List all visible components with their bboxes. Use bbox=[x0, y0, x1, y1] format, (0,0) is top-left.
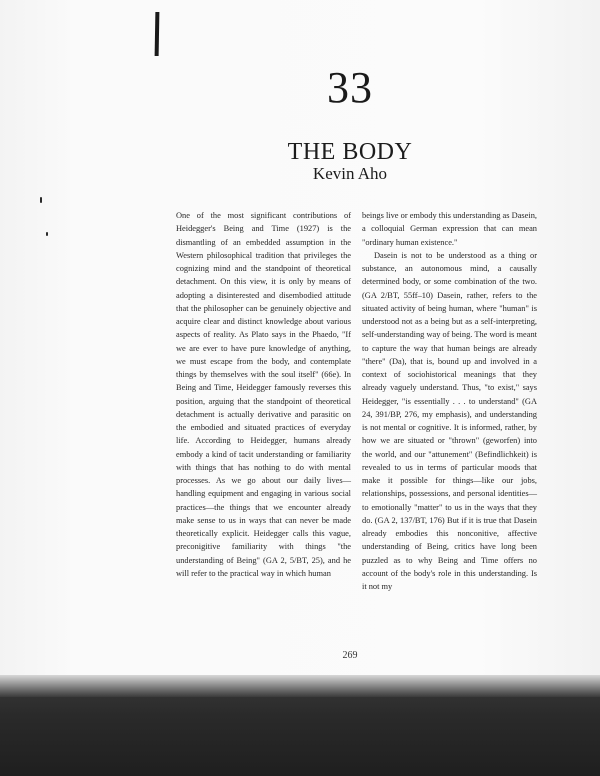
body-column-left bbox=[176, 209, 351, 580]
paragraph: beings live or embody this understanding as Dasein, a colloquial German expression that can mean "ordinary human existence." bbox=[362, 211, 537, 247]
chapter-title: THE BODY bbox=[287, 139, 413, 165]
chapter-author: Kevin Aho bbox=[312, 164, 388, 183]
scan-speck bbox=[40, 197, 42, 203]
page-number: 269 bbox=[342, 650, 358, 661]
binding-shadow-mark bbox=[155, 12, 160, 56]
scan-speck bbox=[46, 232, 48, 236]
chapter-number: 33 bbox=[327, 63, 373, 112]
paragraph: One of the most significant contributions of Heidegger's Being and Time (1927) is the dismantling of an embedded assumption in the Western philosophical tradition that privileges the cognizing mind and the standpoint of theoretical detachment. On this view, it is only by means of adopting a disinterested and disembodied attitude that the philosopher can be genuinely objective and acquire clear and distinct knowledge about various aspects of reality. As Plato says in the Phaedo, "If we are ever to have pure knowledge of anything, we must escape from the body, and contemplate things by themselves with the soul itself" (66e). In Being and Time, Heidegger famously reverses this position, arguing that the standpoint of theoretical detachment is actually derivative and parasitic on the embodied and situated practices of everyday life. According to Heidegger, humans already embody a kind of tacit understanding or familiarity with things that has nothing to do with mental processes. As we go about our daily lives—handling equipment and engaging in various social practices—the things that we encounter already make sense to us in ways that can never be made theoretically explicit. Heidegger calls this vague, preconigitive familiarity with things "the understanding of Being" (GA 2, 5/BT, 25), and he will refer to the practical way in which human bbox=[176, 211, 351, 578]
paragraph: Dasein is not to be understood as a thing or substance, an autonomous mind, a causally determined body, or some combination of the two. (GA 2/BT, 55ff–10) Dasein, rather, refers to the situated activity of being human, where "human" is understood not as a being but as a self-interpreting, self-understanding way of being. The word is meant to capture the way that human beings are already "there" (Da), that is, bound up and involved in a context of sociohistorical meanings that they already vaguely understand. Thus, "to exist," says Heidegger, "is essentially . . . to understand" (GA 24, 391/BP, 276, my emphasis), and understanding is not mental or cognitive. It is informed, rather, by how we are situated or "thrown" (geworfen) into the world, and our "attunement" (Befindlichkeit) is revealed to us in terms of particular moods that make it possible for things—like our jobs, relationships, possessions, and personal identities—to emotionally "matter" to us in the ways that they do. (GA 2, 137/BT, 176) But if it is true that Dasein already embodies this nonconitive, affective understanding of Being, critics have long been puzzled as to why Being and Time offers no account of the body's role in this understanding. Is it not my bbox=[362, 250, 537, 591]
scanner-shadow-band bbox=[0, 675, 600, 776]
body-column-right bbox=[362, 209, 537, 593]
